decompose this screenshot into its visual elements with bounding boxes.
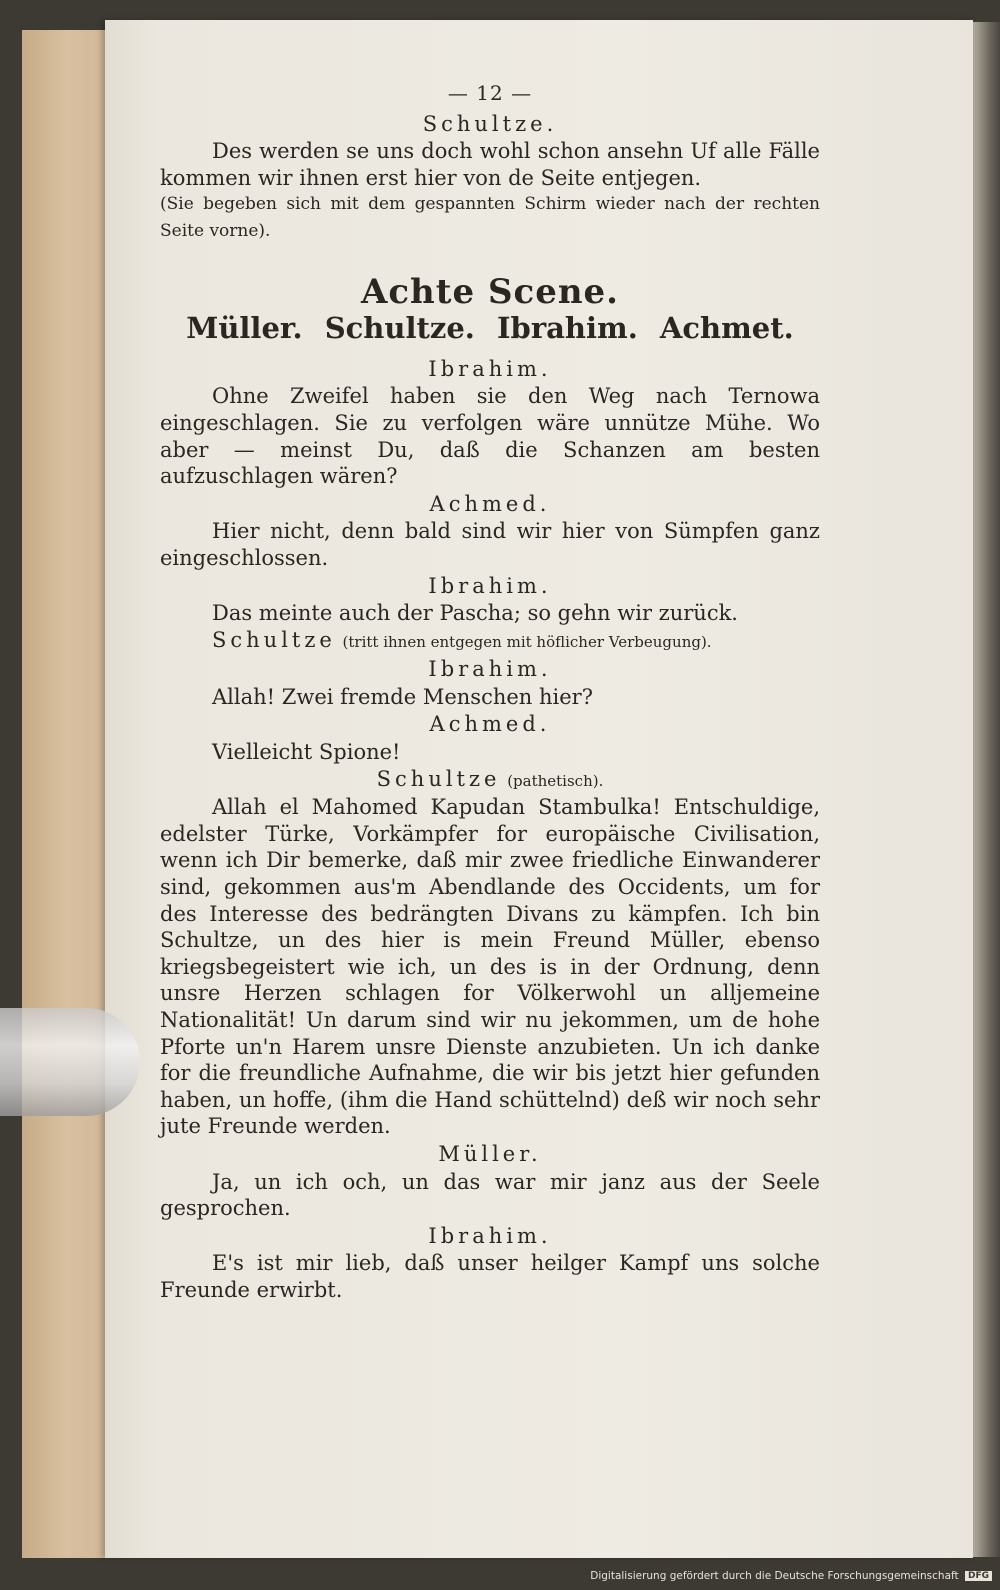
dialogue-paragraph: Ohne Zweifel haben sie den Weg nach Ternowa eingeschlagen. Sie zu verfolgen wäre unnütze Mühe. Wo aber — meinst Du, daß die Schanzen am besten aufzuschlagen wären? [160, 384, 820, 489]
speaker-name: Ibrahim. [428, 573, 552, 598]
dfg-logo: DFG [965, 1571, 992, 1581]
speaker-name: Ibrahim. [428, 356, 552, 381]
dialogue-paragraph: Vielleicht Spione! [212, 740, 401, 765]
dialogue-paragraph: Allah el Mahomed Kapudan Stambulka! Entschuldige, edelster Türke, Vorkämpfer for europäische Civilisation, wenn ich Dir bemerke, daß mir zwee friedliche Einwanderer sind, gekommen aus'm Abendlande des Occidents, um for des Interesse des bedrängten Divans zu kämpfen. Ich bin Schultze, un des hier is mein Freund Müller, ebenso kriegsbegeistert wie ich, un des is in der Ordnung, denn unsre Herzen schlagen for Völkerwohl un alljemeine Nationalität! Un darum sind wir nu jekommen, um de hohe Pforte un'n Harem unsre Dienste anzubieten. Un ich danke for die freundliche Aufnahme, die wir bis jetzt hier gefunden haben, un hoffe, (ihm die Hand schüttelnd) deß wir noch sehr jute Freunde werden. [160, 795, 820, 1139]
speaker-name: Schultze [212, 627, 336, 652]
cast-list: Müller. Schultze. Ibrahim. Achmet. [186, 311, 794, 346]
speaker-name: Schultze. [422, 111, 558, 136]
page-text [160, 80, 820, 1304]
footer-credit: Digitalisierung gefördert durch die Deutsche Forschungsgemeinschaft [590, 1570, 959, 1582]
dialogue-paragraph: Das meinte auch der Pascha; so gehn wir zurück. [212, 601, 738, 626]
speaker-name: Schultze [376, 766, 501, 791]
scanner-thumb-clip [0, 1008, 140, 1116]
speaker-name: Ibrahim. [428, 657, 552, 682]
page-stack-edge [972, 22, 1000, 1557]
stage-direction: (pathetisch). [507, 771, 604, 790]
speaker-name: Achmed. [429, 491, 551, 516]
speaker-name: Achmed. [429, 712, 551, 737]
speaker-name: Müller. [438, 1141, 542, 1166]
speaker-name: Ibrahim. [428, 1223, 552, 1248]
dialogue-paragraph: E's ist mir lieb, daß unser heilger Kampf uns solche Freunde erwirbt. [160, 1251, 820, 1302]
dialogue-paragraph: Allah! Zwei fremde Menschen hier? [212, 684, 593, 709]
dialogue-paragraph: Hier nicht, denn bald sind wir hier von Sümpfen ganz eingeschlossen. [160, 519, 820, 570]
speaker-with-direction [160, 627, 820, 656]
scene-title: Achte Scene. [360, 271, 620, 312]
dialogue-paragraph: Des werden se uns doch wohl schon ansehn Uf alle Fälle kommen wir ihnen erst hier von de Seite entjegen. [160, 139, 820, 190]
stage-direction: (tritt ihnen entgegen mit höflicher Verbeugung). [342, 632, 712, 651]
page-number: — 12 — [447, 81, 533, 105]
speaker-with-direction [160, 766, 820, 795]
dialogue-paragraph: Ja, un ich och, un das war mir janz aus der Seele gesprochen. [160, 1169, 820, 1221]
digitization-footer [590, 1570, 992, 1588]
stage-direction: (Sie begeben sich mit dem gespannten Schirm wieder nach der rechten Seite vorne). [160, 194, 820, 241]
